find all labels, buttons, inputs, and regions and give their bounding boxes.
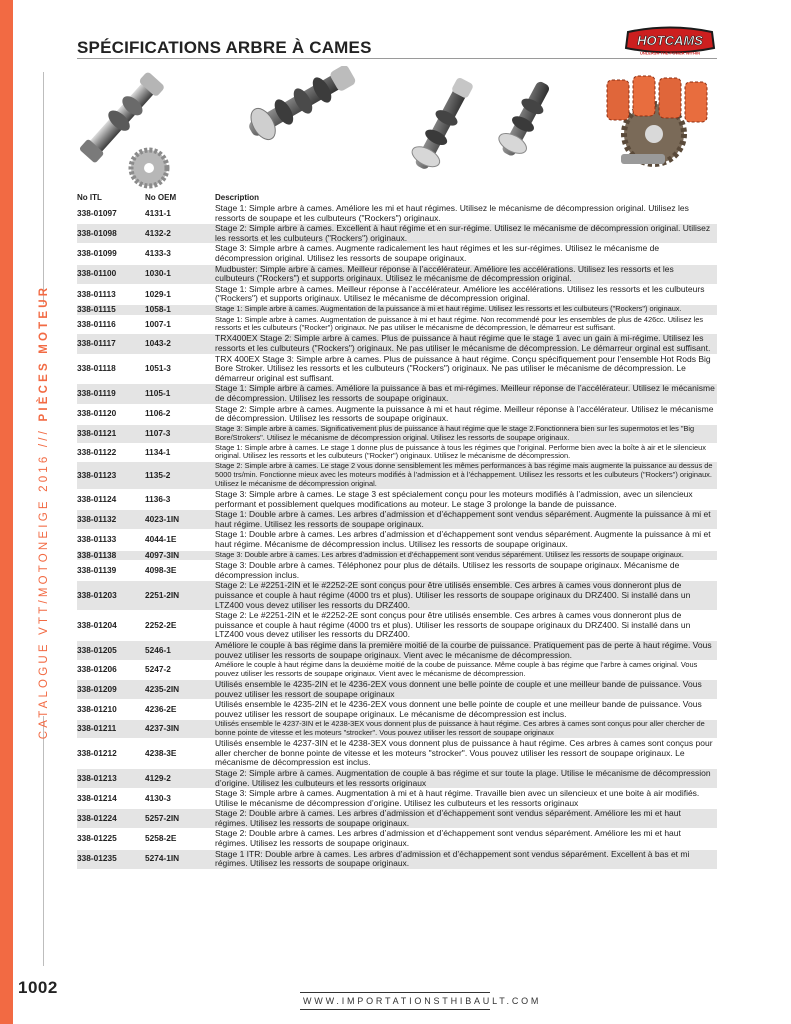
part-description: Stage 2: Simple arbre à cames. Augmentation de couple à bas régime et sur toute la plage. Utilise le mécanisme de décompression d’origine. Utilisez les culbuteurs et les ressorts originaux [215, 768, 717, 788]
part-description: Utilisés ensemble le 4235-2IN et le 4236-2EX vous donnent une belle pointe de couple et une meilleur bande de puissance. Vous pouvez utiliser les ressort de soupape originaux [215, 679, 717, 699]
part-number-oem: 1134-1 [145, 443, 215, 462]
page-number: 1002 [18, 978, 58, 997]
header-oem: No OEM [145, 192, 215, 204]
part-description: Améliore le couple à bas régime dans la première moitié de la courbe de puissance. Pratiquement pas de perte à haut régime. Vous pouvez utiliser les ressorts de soupape originaux. Vient avec le mécanisme de décompression. [215, 640, 717, 660]
table-row [77, 315, 717, 334]
part-description: Stage 2: Simple arbre à cames. Excellent à haut régime et en sur-régime. Utilisez le mécanisme de décompression original. Utilisez les ressorts et les culbuteurs ("Rockers") originaux. [215, 224, 717, 244]
section-name: PIÈCES MOTEUR [38, 284, 50, 422]
part-number-oem: 5247-2 [145, 661, 215, 680]
part-number-oem: 4131-1 [145, 204, 215, 224]
table-row [77, 789, 717, 809]
part-description: Stage 1: Double arbre à cames. Les arbres d’admission et d’échappement sont vendus séparément. Augmente la puissance à mi et haut régime. Mécanisme de décompression inclus. Utilisez les ressorts de soupape originaux. [215, 530, 717, 550]
part-description: Stage 3: Simple arbre à cames. Augmente radicalement les haut régimes et les sur-régimes. Utilisez le mécanisme de décompression original. Utilisez les ressorts de soupape originaux. [215, 244, 717, 264]
footer-rule-bottom [300, 1009, 490, 1010]
part-description: Utilisés ensemble le 4237-3IN et le 4238-3EX vous donnent plus de puissance à haut régime. Ces arbres à cames sont conçus pour aller chercher de bonne pointe de vitesse et les moteurs "strocker". Vous pouvez utiliser les ressort de soupape originaux [215, 720, 717, 739]
part-description: Stage 3: Double arbre à cames. Les arbres d’admission et d’échappement sont vendus séparément. Utilisez les ressorts de soupape originaux. [215, 550, 717, 561]
part-number-oem: 1136-3 [145, 490, 215, 510]
table-row [77, 611, 717, 641]
part-number-itl: 338-01133 [77, 530, 145, 550]
part-number-itl: 338-01115 [77, 304, 145, 315]
side-divider-top [43, 72, 44, 304]
part-number-oem: 2251-2IN [145, 581, 215, 611]
table-row [77, 404, 717, 424]
page-title: SPÉCIFICATIONS ARBRE À CAMES [77, 38, 372, 57]
part-number-oem: 4235-2IN [145, 679, 215, 699]
table-row [77, 700, 717, 720]
part-description: Stage 3: Simple arbre à cames. Le stage 3 est spécialement conçu pour les moteurs modifiés à l’admission, avec un silencieux performant et possiblement quelques modifications au moteur. Le stage 3 prolonge la bande de puissance. [215, 490, 717, 510]
part-number-itl: 338-01235 [77, 849, 145, 869]
part-number-itl: 338-01120 [77, 404, 145, 424]
catalogue-side-label [38, 285, 50, 740]
table-row [77, 640, 717, 660]
table-row [77, 424, 717, 443]
part-number-oem: 5246-1 [145, 640, 215, 660]
part-number-oem: 1107-3 [145, 424, 215, 443]
part-number-oem: 1051-3 [145, 354, 215, 384]
part-number-itl: 338-01212 [77, 739, 145, 769]
part-description: Stage 3: Double arbre à cames. Téléphonez pour plus de détails. Utilisez les ressorts de soupape originaux. Mécanisme de décompression inclus. [215, 561, 717, 581]
part-number-itl: 338-01116 [77, 315, 145, 334]
part-number-itl: 338-01210 [77, 700, 145, 720]
part-number-oem: 4238-3E [145, 739, 215, 769]
table-row [77, 768, 717, 788]
table-row [77, 354, 717, 384]
table-row [77, 284, 717, 304]
part-number-itl: 338-01099 [77, 244, 145, 264]
part-number-oem: 1029-1 [145, 284, 215, 304]
part-description: Stage 1: Simple arbre à cames. Augmentation de la puissance à mi et haut régime. Utilisez les ressorts et les culbuteurs ("Rockers") originaux. [215, 304, 717, 315]
table-row [77, 679, 717, 699]
part-number-oem: 4237-3IN [145, 720, 215, 739]
part-description: Stage 2: Double arbre à cames. Les arbres d’admission et d’échappement sont vendus séparément. Améliore les mi et haut régimes. Utilisez les ressorts de soupape originaux. [215, 809, 717, 829]
part-number-itl: 338-01097 [77, 204, 145, 224]
part-number-itl: 338-01211 [77, 720, 145, 739]
part-number-oem: 1105-1 [145, 384, 215, 404]
part-description: Stage 2: Simple arbre à cames. Augmente la puissance à mi et haut régime. Meilleur réponse à l’accélérateur. Utilisez le mécanisme de décompression. Utilisez les ressorts de soupape originaux. [215, 404, 717, 424]
part-number-oem: 4133-3 [145, 244, 215, 264]
part-number-itl: 338-01204 [77, 611, 145, 641]
table-row [77, 244, 717, 264]
table-row [77, 510, 717, 530]
logo-wordmark: HOTCAMS [637, 33, 703, 48]
part-description: Mudbuster: Simple arbre à cames. Meilleur réponse à l’accélérateur. Améliore les accélérations. Utilisez les ressorts et les culbuteurs ("Rockers") et supports originaux. Utilisez le mécanisme de décompression original. [215, 264, 717, 284]
table-row [77, 809, 717, 829]
table-row [77, 661, 717, 680]
table-row [77, 581, 717, 611]
part-description: Stage 1 ITR: Double arbre à cames. Les arbres d’admission et d’échappement sont vendus séparément. Excellent à bas et mi régimes. Utilisez les ressorts de soupape originaux. [215, 849, 717, 869]
product-images [77, 66, 717, 190]
table-row [77, 334, 717, 354]
table-row [77, 490, 717, 510]
part-number-itl: 338-01214 [77, 789, 145, 809]
part-description: Utilisés ensemble le 4235-2IN et le 4236-2EX vous donnent une belle pointe de couple et une meilleur bande de puissance. Vous pouvez utiliser les ressort de soupape originaux. Le mécanisme de décompression est inclus. [215, 700, 717, 720]
part-number-itl: 338-01209 [77, 679, 145, 699]
part-number-oem: 1058-1 [145, 304, 215, 315]
part-number-itl: 338-01139 [77, 561, 145, 581]
table-row [77, 739, 717, 769]
part-description: Stage 1: Simple arbre à cames. Augmentation de puissance à mi et haut régime. Non recommendé pour les ensembles de plus de 426cc. Utilisez les ressorts et les culbuteurs ("Rocker") originaux. Ne pas utiliser le mécanisme de décompression, le démarreur est suffisant. [215, 315, 717, 334]
part-number-itl: 338-01205 [77, 640, 145, 660]
part-number-oem: 4023-1IN [145, 510, 215, 530]
part-number-oem: 4236-2E [145, 700, 215, 720]
header-itl: No ITL [77, 192, 145, 204]
camshaft-spec-table [77, 192, 717, 870]
table-row [77, 561, 717, 581]
part-number-oem: 1007-1 [145, 315, 215, 334]
table-row [77, 304, 717, 315]
table-row [77, 224, 717, 244]
part-description: Stage 1: Simple arbre à cames. Meilleur réponse à l’accélérateur. Améliore les accélérations. Utilisez les ressorts et les culbuteurs ("Rockers") et supports originaux. Utilisez le mécanisme de décompression original. [215, 284, 717, 304]
hotcams-logo [622, 26, 718, 58]
part-number-itl: 338-01122 [77, 443, 145, 462]
valve-springs-gear-image [607, 76, 707, 164]
part-number-oem: 4098-3E [145, 561, 215, 581]
part-number-itl: 338-01121 [77, 424, 145, 443]
part-number-itl: 338-01224 [77, 809, 145, 829]
footer-url: WWW.IMPORTATIONSTHIBAULT.COM [303, 996, 542, 1006]
part-number-oem: 1135-2 [145, 462, 215, 490]
part-number-oem: 4132-2 [145, 224, 215, 244]
part-number-itl: 338-01117 [77, 334, 145, 354]
part-number-oem: 5274-1IN [145, 849, 215, 869]
header-description: Description [215, 192, 717, 204]
part-number-itl: 338-01119 [77, 384, 145, 404]
part-number-itl: 338-01100 [77, 264, 145, 284]
part-number-oem: 1043-2 [145, 334, 215, 354]
part-description: Stage 3: Simple arbre à cames. Significativement plus de puissance à haut régime que le stage 2.Fonctionnera bien sur les supermotos et les "Big Bore/Strokers". Utilisez le mécanisme de décompression original. Utilisez les ressorts de soupape originaux. [215, 424, 717, 443]
part-number-itl: 338-01203 [77, 581, 145, 611]
catalogue-name: CATALOGUE VTT/MOTONEIGE 2016 /// [38, 427, 50, 740]
camshaft-image-2 [243, 66, 360, 146]
part-description: Stage 3: Simple arbre à cames. Augmentation à mi et à haut régime. Travaille bien avec un silencieux et une boite à air modifiés. Utilise le mécanisme de décompression d’origine. Utilisez les culbuteurs et les ressorts originaux [215, 789, 717, 809]
side-divider-bottom [43, 716, 44, 966]
part-description: Stage 2: Le #2251-2IN et le #2252-2E sont conçus pour être utilisés ensemble. Ces arbres à cames vous donneront plus de puissance et couple à haut régime (4000 trs et plus). Utiliser les ressorts de soupape originaux du DRZ400. Si installé dans un LTZ400 vous devez utiliser les ressorts du DRZ400. [215, 581, 717, 611]
part-number-oem: 5258-2E [145, 829, 215, 849]
part-number-itl: 338-01213 [77, 768, 145, 788]
part-number-itl: 338-01124 [77, 490, 145, 510]
part-number-itl: 338-01123 [77, 462, 145, 490]
part-number-itl: 338-01118 [77, 354, 145, 384]
footer-rule-top [300, 992, 490, 993]
part-description: Stage 1: Simple arbre à cames. Améliore la puissance à bas et mi-régimes. Meilleur réponse de l’accélérateur. Utilisez le mécanisme de décompression. Utilisez les ressorts de soupape originaux. [215, 384, 717, 404]
accent-side-bar [0, 0, 13, 1024]
part-number-itl: 338-01098 [77, 224, 145, 244]
table-row [77, 720, 717, 739]
camshaft-image-3 [407, 74, 558, 175]
part-description: TRX400EX Stage 2: Simple arbre à cames. Plus de puissance à haut régime que le stage 1 avec un gain à mi-régime. Utilisez les ressorts et les culbuteurs ("Rockers") originaux. Ne pas utiliser le mécanisme de décompression. Le démarreur orginal est suffisant. [215, 334, 717, 354]
part-number-oem: 2252-2E [145, 611, 215, 641]
part-description: Stage 2: Le #2251-2IN et le #2252-2E sont conçus pour être utilisés ensemble. Ces arbres à cames vous donneront plus de puissance et couple à haut régime (4000 trs et plus). Utiliser les ressorts de soupape originaux du DRZ400. Si installé dans un LTZ400 vous devez utiliser les ressorts du DRZ400. [215, 611, 717, 641]
table-header-row [77, 192, 717, 204]
part-description: Améliore le couple à haut régime dans la deuxième moitié de la coube de puissance. Même couple à bas régime que l’arbre à cames original. Vous pouvez utiliser les ressorts de soupape originaux. Vient avec le mécanisme de décompression. [215, 661, 717, 680]
table-row [77, 462, 717, 490]
title-divider [77, 58, 717, 59]
part-number-itl: 338-01113 [77, 284, 145, 304]
part-description: Stage 2: Simple arbre à cames. Le stage 2 vous donne sensiblement les mêmes performances à bas régime mais augmente la puissance au dessus de 5000 trs/min. Fonctionne mieux avec les moteurs modifiés à l’admission et à l’échappement. Utilisez les ressorts et les culbuteurs ("Rockers") originaux. Utilisez le mécanisme de décompression original. [215, 462, 717, 490]
part-description: Stage 1: Simple arbre à cames. Le stage 1 donne plus de puissance à tous les régimes que l’original. Performe bien avec la boîte à air et le silencieux original. Utilisez les ressorts et les culbuteurs ("Rocker") originaux. Utilisez le mécanisme de décompression. [215, 443, 717, 462]
logo-tagline: UNLEASH THE POWER WITHIN [640, 50, 700, 56]
part-number-itl: 338-01138 [77, 550, 145, 561]
part-description: Utilisés ensemble le 4237-3IN et le 4238-3EX vous donnent plus de puissance à haut régime. Ces arbres à cames sont conçus pour aller chercher de bonne pointe de vitesse et les moteurs "strocker". Vous pouvez utiliser les ressort de soupape originaux. Le mécanisme de décompression est inclus. [215, 739, 717, 769]
table-row [77, 264, 717, 284]
part-number-oem: 4129-2 [145, 768, 215, 788]
table-row [77, 530, 717, 550]
part-description: Stage 2: Double arbre à cames. Les arbres d’admission et d’échappement sont vendus séparément. Améliore les mi et haut régimes. Utilisez les ressorts de soupape originaux. [215, 829, 717, 849]
camshaft-image-1 [77, 70, 167, 186]
part-number-oem: 4097-3IN [145, 550, 215, 561]
part-number-oem: 1106-2 [145, 404, 215, 424]
part-number-oem: 1030-1 [145, 264, 215, 284]
table-row [77, 443, 717, 462]
part-number-itl: 338-01225 [77, 829, 145, 849]
table-row [77, 849, 717, 869]
part-description: TRX 400EX Stage 3: Simple arbre à cames. Plus de puissance à haut régime. Conçu spécifiquement pour l’ensemble Hot Rods Big Bore Stroker. Utilisez les ressorts et les culbuteurs ("Rockers") originaux. Ne pas utiliser le mécanisme de décompression. Le démarreur original est suffisant. [215, 354, 717, 384]
part-number-oem: 4044-1E [145, 530, 215, 550]
table-row [77, 829, 717, 849]
table-row [77, 550, 717, 561]
part-description: Stage 1: Simple arbre à cames. Améliore les mi et haut régimes. Utilisez le mécanisme de décompression original. Utilisez les ressorts de soupape et les culbuteurs ("Rockers") originaux. [215, 204, 717, 224]
part-number-itl: 338-01132 [77, 510, 145, 530]
table-row [77, 384, 717, 404]
part-number-itl: 338-01206 [77, 661, 145, 680]
part-number-oem: 4130-3 [145, 789, 215, 809]
part-number-oem: 5257-2IN [145, 809, 215, 829]
table-row [77, 204, 717, 224]
part-description: Stage 1: Double arbre à cames. Les arbres d’admission et d’échappement sont vendus séparément. Augmente la puissance à mi et haut régime. Utilisez les ressorts de soupape originaux. [215, 510, 717, 530]
